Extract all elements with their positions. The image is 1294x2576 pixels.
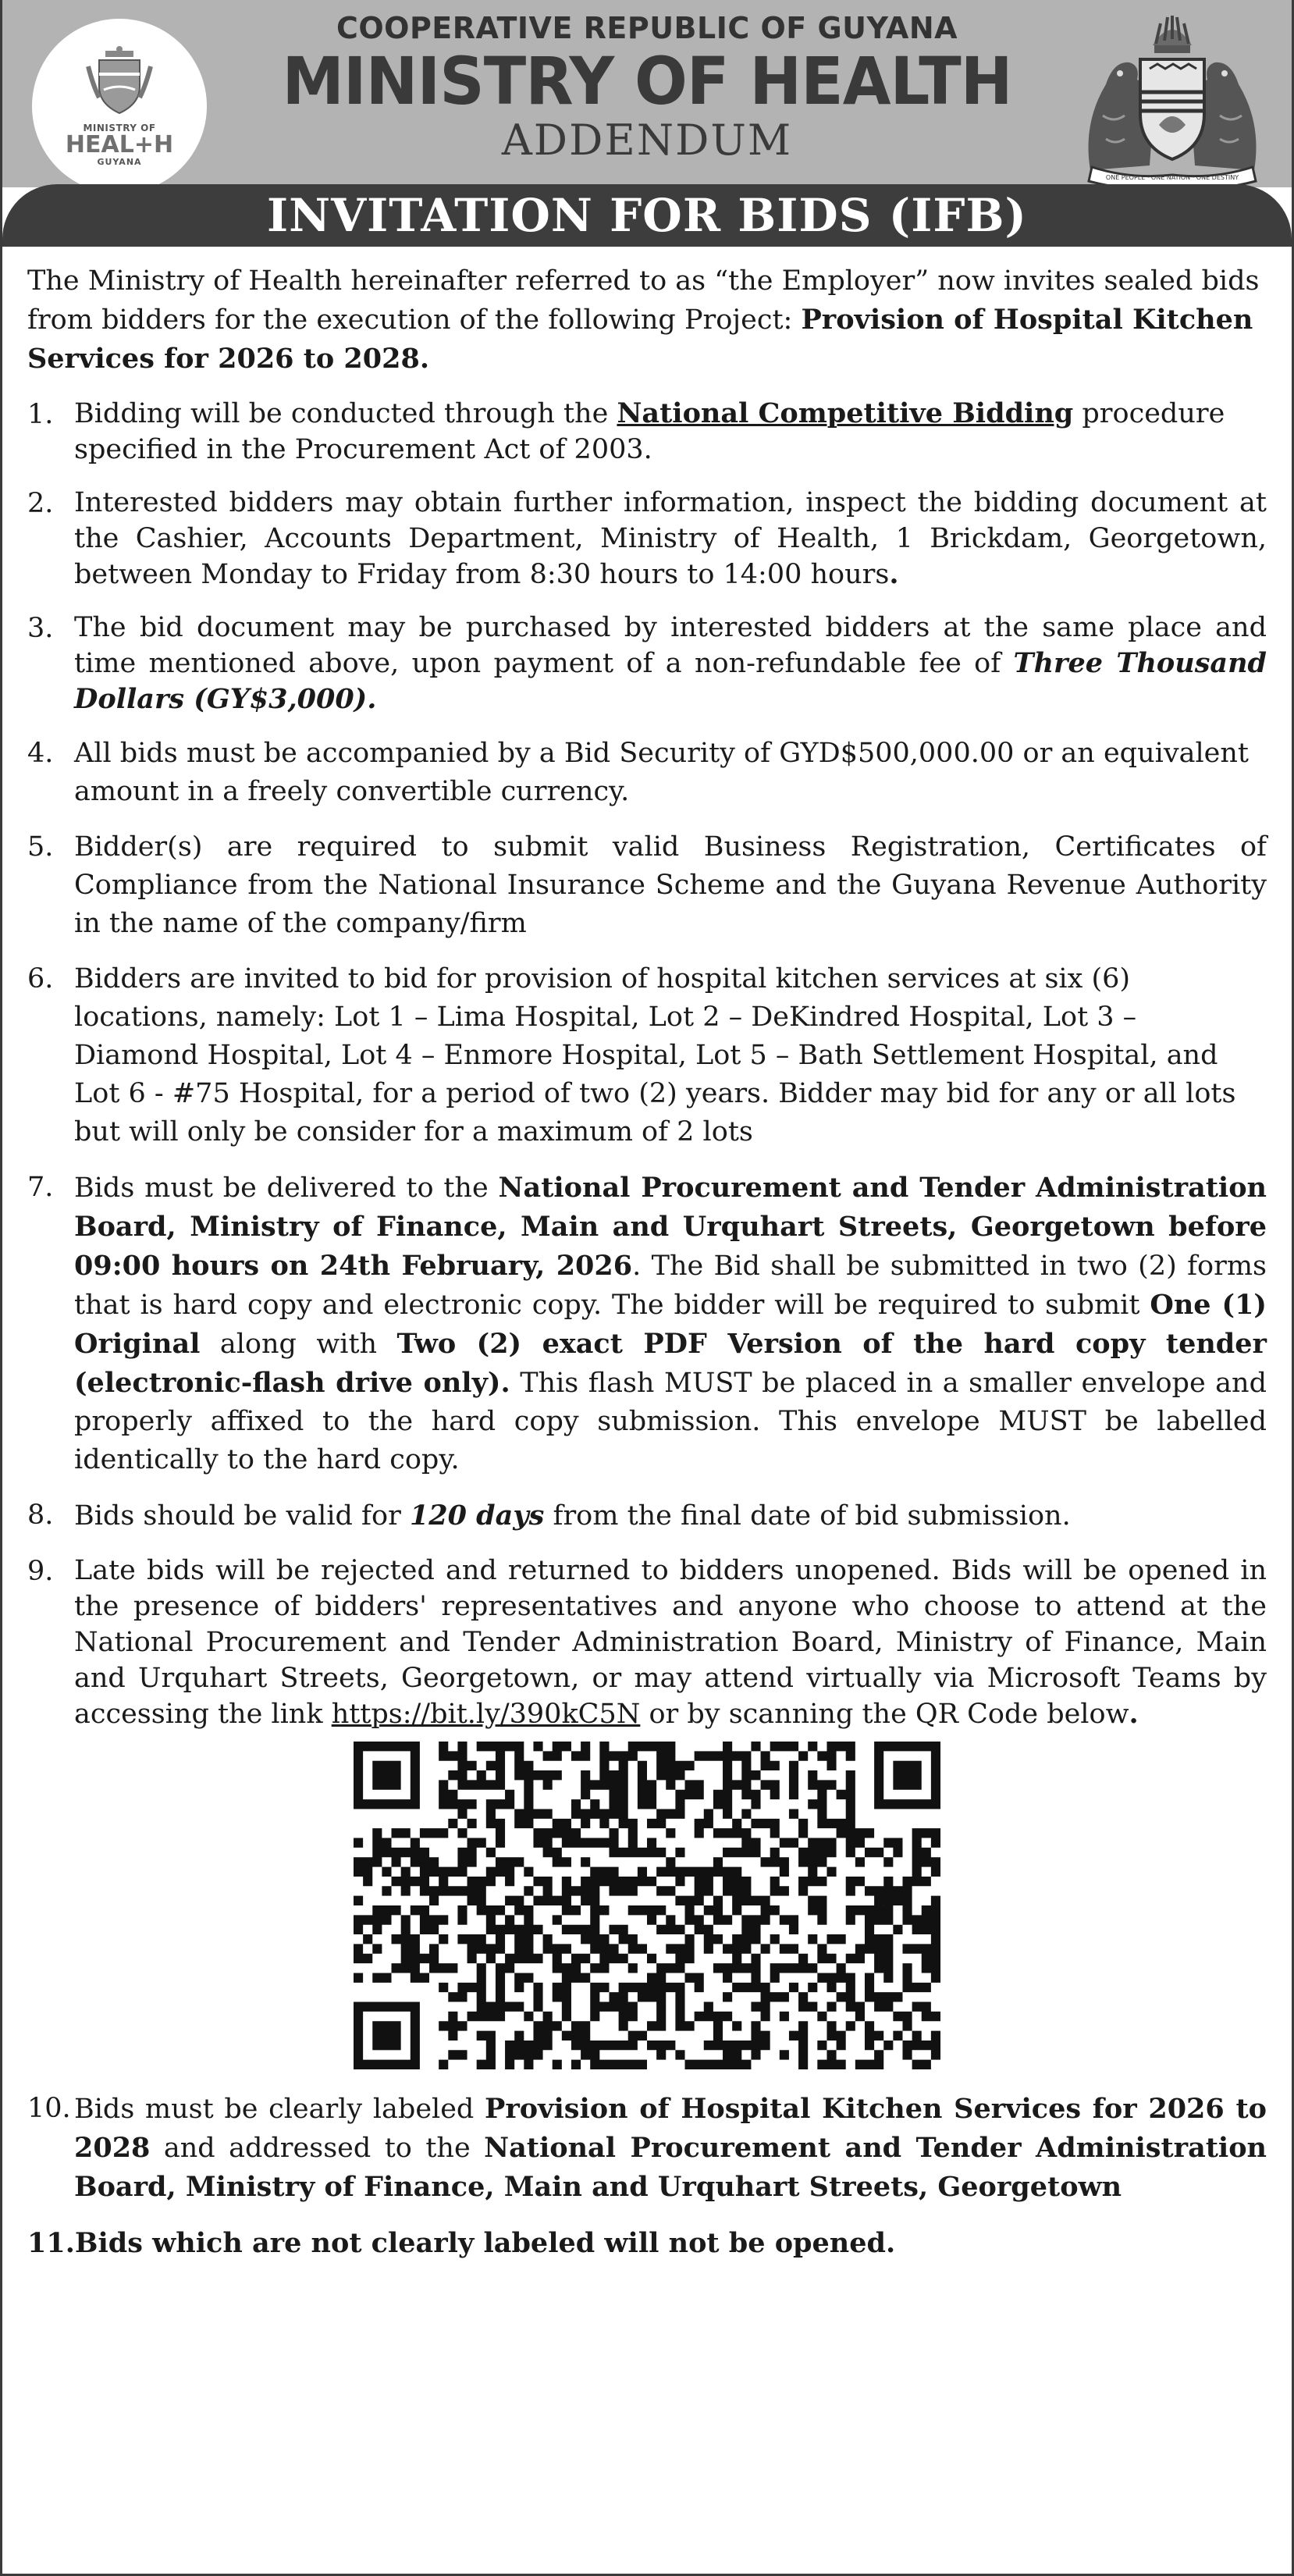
address-board: National Procurement and Tender Administration Board, Ministry of Finance, Main and Urquhart Streets, Georgetown: [74, 2132, 1267, 2203]
bid-document-fee: Three Thousand Dollars (GY$3,000).: [74, 647, 1267, 715]
item-9-text-b: or by scanning the QR Code below: [640, 1699, 1129, 1730]
item-text: All bids must be accompanied by a Bid Security of GYD$500,000.00 or an equivalent amount in a freely convertible currency.: [74, 738, 1249, 807]
item-text: Bids which are not clearly labeled will not be opened.: [74, 2227, 896, 2259]
validity-period: 120 days: [409, 1500, 545, 1532]
item-number: 2.: [27, 488, 54, 519]
item-number: 4.: [27, 738, 54, 769]
qr-finder-pattern: [354, 1742, 420, 1809]
banner-title: INVITATION FOR BIDS (IFB): [267, 189, 1027, 242]
item-number: 3.: [27, 613, 54, 644]
list-item-9: [27, 1553, 1267, 1732]
item-number: 5.: [27, 831, 54, 863]
item-text: [74, 396, 1267, 468]
crest-icon: [82, 46, 157, 118]
item-3-text-a: The bid document may be purchased by interested bidders at the same place and time mentioned above, upon payment of a non-refundable fee of: [74, 612, 1267, 679]
teams-link[interactable]: https://bit.ly/390kC5N: [331, 1699, 641, 1730]
title-block: [236, 0, 1058, 164]
qr-finder-pattern: [354, 2002, 420, 2069]
intro-text: The Ministry of Health hereinafter referred to as “the Employer” now invites sealed bids from bidders for the execution of the following Project:: [27, 265, 1260, 336]
list-item-7: [27, 1169, 1267, 1479]
list-item-3: [27, 610, 1267, 717]
qr-finder-pattern: [874, 1742, 940, 1809]
item-number: 7.: [27, 1172, 54, 1203]
item-text: [74, 610, 1267, 717]
list-item-4: [27, 735, 1267, 811]
item-text: [74, 1553, 1267, 1732]
item-text: [74, 485, 1267, 592]
item-8-text-c: from the final date of bid submission.: [544, 1500, 1071, 1532]
item-10-text-a: Bids must be clearly labeled: [74, 2094, 485, 2125]
qr-code-icon[interactable]: [354, 1742, 940, 2069]
label-project-name: Provision of Hospital Kitchen Services for 2026 to 2028: [74, 2093, 1267, 2164]
coat-of-arms-icon: [1075, 14, 1270, 187]
project-name: Provision of Hospital Kitchen Services for 2026 to 2028.: [27, 304, 1253, 375]
item-text: Bidders are invited to bid for provision of hospital kitchen services at six (6) locations, namely: Lot 1 – Lima Hospital, Lot 2 – DeKindred Hospital, Lot 3 – Diamond Hospital, Lot 4 – Enmore Hospital, Lot 5 – Bath Settlement Hospital, and Lot 6 - #75 Hospital, for a period of two (2) years. Bidder may bid for any or all lots but will only be consider for a maximum of 2 lots: [74, 963, 1236, 1147]
item-number: 6.: [27, 963, 54, 994]
logo-line-guyana: GUYANA: [97, 156, 142, 167]
item-number: 1.: [27, 399, 54, 430]
item-9-text-a: Late bids will be rejected and returned to bidders unopened. Bids will be opened in the presence of bidders' representatives and anyone who choose to attend at the National Procurement and Tender Administration Board, Ministry of Finance, Main and Urquhart Streets, Georgetown, or may attend virtually via Microsoft Teams by accessing the link: [74, 1555, 1267, 1730]
original-copy-count: One (1) Original: [74, 1289, 1267, 1360]
content: [2, 247, 1292, 2262]
item-text: Bidder(s) are required to submit valid Business Registration, Certificates of Compliance from the National Insurance Scheme and the Guyana Revenue Authority in the name of the company/firm: [74, 831, 1267, 939]
coat-of-arms-motto: ONE PEOPLE · ONE NATION · ONE DESTINY: [1105, 174, 1239, 181]
header: [2, 0, 1292, 187]
item-7-text-c: . The Bid shall be submitted in two (2) forms that is hard copy and electronic copy. The bidder will be required to submit: [74, 1251, 1267, 1321]
item-9-text-c: .: [1129, 1698, 1139, 1730]
addendum-label: ADDENDUM: [501, 116, 793, 165]
logo-line-ministry-of: MINISTRY OF: [83, 122, 156, 133]
item-10-text-c: and addressed to the: [150, 2133, 485, 2164]
item-1-text-a: Bidding will be conducted through the: [74, 398, 617, 429]
list-item-10: [27, 2090, 1267, 2207]
delivery-location-deadline: National Procurement and Tender Administration Board, Ministry of Finance, Main and Urquhart Streets, Georgetown before 09:00 hours on 24th February, 2026: [74, 1172, 1267, 1282]
item-text: [74, 1169, 1267, 1479]
ministry-of-health-logo: [32, 19, 207, 194]
list-item-1: [27, 396, 1267, 468]
item-7-text-e: along with: [200, 1329, 397, 1360]
list-item-5: [27, 828, 1267, 943]
ministry-title: MINISTRY OF HEALTH: [282, 43, 1012, 119]
item-7-text-a: Bids must be delivered to the: [74, 1172, 499, 1204]
intro-paragraph: [27, 262, 1267, 379]
item-text: [74, 2090, 1267, 2207]
procedure-name: National Competitive Bidding: [617, 397, 1074, 429]
item-1-text-c: procedure specified in the Procurement Act of 2003.: [74, 398, 1225, 465]
list-item-8: [27, 1496, 1267, 1535]
list-item-6: [27, 960, 1267, 1151]
list-item-2: [27, 485, 1267, 592]
country-name: COOPERATIVE REPUBLIC OF GUYANA: [336, 11, 958, 45]
item-text: [74, 1496, 1267, 1535]
logo-line-health: HEAL+H: [65, 130, 174, 158]
item-2-text-b: .: [889, 558, 899, 590]
pdf-copy-count: Two (2) exact PDF Version of the hard copy tender (electronic-flash drive only).: [74, 1328, 1267, 1399]
item-7-text-g: This flash MUST be placed in a smaller envelope and properly affixed to the hard copy submission. This envelope MUST be labelled identically to the hard copy.: [74, 1368, 1267, 1475]
qr-code-wrapper: [27, 1742, 1267, 2069]
item-2-text-a: Interested bidders may obtain further information, inspect the bidding document at the Cashier, Accounts Department, Ministry of Health, 1 Brickdam, Georgetown, between Monday to Friday from 8:30 hours to 14:00 hours: [74, 487, 1267, 590]
item-number: 10.: [27, 2093, 71, 2124]
item-number: 9.: [27, 1556, 54, 1587]
list-item-11: [27, 2224, 1267, 2262]
item-8-text-a: Bids should be valid for: [74, 1500, 410, 1532]
banner: [2, 184, 1292, 247]
item-number: 8.: [27, 1500, 54, 1531]
item-number: 11.: [27, 2227, 75, 2259]
